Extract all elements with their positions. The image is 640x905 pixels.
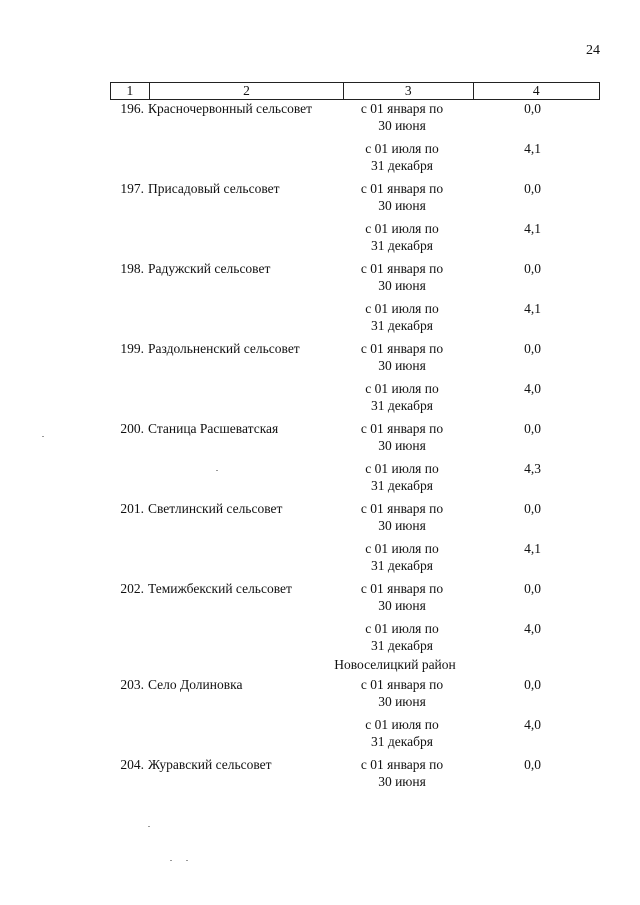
period-list — [337, 676, 594, 750]
period-value: 0,0 — [524, 181, 541, 196]
period-list — [337, 420, 594, 494]
period-dates — [337, 140, 467, 174]
table-body — [110, 100, 600, 790]
scan-speck — [170, 860, 172, 861]
period-value: 4,1 — [524, 141, 541, 156]
period-start: с 01 июля по — [365, 541, 439, 556]
period-end: 30 июня — [378, 278, 426, 293]
period-list — [337, 260, 594, 334]
municipality-name: Темижбекский сельсовет — [148, 581, 292, 596]
row-number: 200. — [120, 421, 144, 436]
period-dates — [337, 220, 467, 254]
period-dates — [337, 340, 467, 374]
period-end: 31 декабря — [371, 318, 433, 333]
period-start: с 01 января по — [360, 101, 444, 116]
period-end: 30 июня — [378, 198, 426, 213]
table-row — [110, 180, 600, 254]
period-row — [337, 580, 594, 614]
period-value: 4,1 — [524, 301, 541, 316]
period-end: 31 декабря — [371, 158, 433, 173]
period-start: с 01 января по — [360, 421, 444, 436]
municipality-name: Радужский сельсовет — [148, 261, 271, 276]
period-end: 31 декабря — [371, 238, 433, 253]
period-value: 0,0 — [524, 501, 541, 516]
table-header — [110, 82, 600, 100]
row-number: 197. — [120, 181, 144, 196]
scan-speck — [216, 470, 218, 471]
period-value: 0,0 — [524, 101, 541, 116]
row-number: 198. — [120, 261, 144, 276]
period-end: 30 июня — [378, 438, 426, 453]
period-start: с 01 июля по — [365, 301, 439, 316]
municipality-name: Раздольненский сельсовет — [148, 341, 300, 356]
table-row — [110, 340, 600, 414]
municipality-name: Присадовый сельсовет — [148, 181, 280, 196]
period-row — [337, 180, 594, 214]
row-number: 196. — [120, 101, 144, 116]
page-number: 24 — [586, 43, 600, 58]
period-row — [337, 620, 594, 654]
period-dates — [337, 100, 467, 134]
period-end: 30 июня — [378, 358, 426, 373]
period-row — [337, 460, 594, 494]
row-number: 199. — [120, 341, 144, 356]
header-col-4: 4 — [473, 83, 599, 99]
period-start: с 01 января по — [360, 677, 444, 692]
period-row — [337, 380, 594, 414]
period-row — [337, 500, 594, 534]
period-start: с 01 января по — [360, 757, 444, 772]
period-dates — [337, 756, 467, 790]
period-list — [337, 756, 594, 790]
tariff-table — [110, 82, 600, 790]
period-row — [337, 220, 594, 254]
period-start: с 01 января по — [360, 261, 444, 276]
period-row — [337, 300, 594, 334]
municipality-name: Село Долиновка — [148, 677, 243, 692]
table-row — [110, 500, 600, 574]
period-end: 31 декабря — [371, 638, 433, 653]
period-row — [337, 756, 594, 790]
period-dates — [337, 420, 467, 454]
table-row — [110, 100, 600, 174]
municipality-name: Станица Расшеватская — [148, 421, 279, 436]
period-value: 0,0 — [524, 581, 541, 596]
scan-speck — [148, 826, 150, 827]
period-end: 31 декабря — [371, 478, 433, 493]
period-start: с 01 января по — [360, 581, 444, 596]
row-number: 202. — [120, 581, 144, 596]
period-dates — [337, 716, 467, 750]
header-col-2: 2 — [149, 83, 343, 99]
period-row — [337, 540, 594, 574]
period-value: 4,3 — [524, 461, 541, 476]
scan-speck — [186, 860, 188, 861]
period-dates — [337, 580, 467, 614]
table-row — [110, 676, 600, 750]
period-value: 0,0 — [524, 421, 541, 436]
period-end: 31 декабря — [371, 558, 433, 573]
period-value: 0,0 — [524, 261, 541, 276]
period-list — [337, 180, 594, 254]
period-start: с 01 июля по — [365, 141, 439, 156]
row-number: 203. — [120, 677, 144, 692]
period-dates — [337, 260, 467, 294]
section-title: Новоселицкий район — [334, 657, 456, 672]
period-list — [337, 100, 594, 174]
period-list — [337, 580, 594, 654]
period-value: 0,0 — [524, 341, 541, 356]
period-start: с 01 июля по — [365, 381, 439, 396]
municipality-name: Светлинский сельсовет — [148, 501, 283, 516]
period-dates — [337, 300, 467, 334]
period-end: 30 июня — [378, 598, 426, 613]
period-start: с 01 января по — [360, 501, 444, 516]
header-col-1: 1 — [126, 83, 134, 98]
header-col-3: 3 — [343, 83, 472, 99]
period-row — [337, 340, 594, 374]
period-start: с 01 июля по — [365, 621, 439, 636]
period-value: 4,0 — [524, 381, 541, 396]
period-dates — [337, 540, 467, 574]
table-row — [110, 756, 600, 790]
period-end: 31 декабря — [371, 398, 433, 413]
period-end: 30 июня — [378, 694, 426, 709]
period-row — [337, 140, 594, 174]
table-row — [110, 580, 600, 654]
period-end: 30 июня — [378, 518, 426, 533]
period-start: с 01 января по — [360, 341, 444, 356]
scan-speck — [42, 436, 44, 437]
period-value: 4,0 — [524, 621, 541, 636]
row-number: 201. — [120, 501, 144, 516]
period-value: 0,0 — [524, 677, 541, 692]
period-dates — [337, 676, 467, 710]
period-row — [337, 676, 594, 710]
period-dates — [337, 180, 467, 214]
period-start: с 01 июля по — [365, 221, 439, 236]
table-row — [110, 420, 600, 494]
period-dates — [337, 380, 467, 414]
period-start: с 01 января по — [360, 181, 444, 196]
municipality-name: Красночервонный сельсовет — [148, 101, 313, 116]
period-row — [337, 260, 594, 294]
row-number: 204. — [120, 757, 144, 772]
table-row — [110, 260, 600, 334]
period-dates — [337, 500, 467, 534]
period-dates — [337, 620, 467, 654]
period-list — [337, 500, 594, 574]
period-end: 30 июня — [378, 774, 426, 789]
period-end: 31 декабря — [371, 734, 433, 749]
period-row — [337, 716, 594, 750]
period-row — [337, 100, 594, 134]
period-list — [337, 340, 594, 414]
period-start: с 01 июля по — [365, 717, 439, 732]
period-value: 4,0 — [524, 717, 541, 732]
period-value: 0,0 — [524, 757, 541, 772]
period-dates — [337, 460, 467, 494]
period-value: 4,1 — [524, 221, 541, 236]
period-start: с 01 июля по — [365, 461, 439, 476]
municipality-name: Журавский сельсовет — [148, 757, 272, 772]
period-row — [337, 420, 594, 454]
period-value: 4,1 — [524, 541, 541, 556]
period-end: 30 июня — [378, 118, 426, 133]
